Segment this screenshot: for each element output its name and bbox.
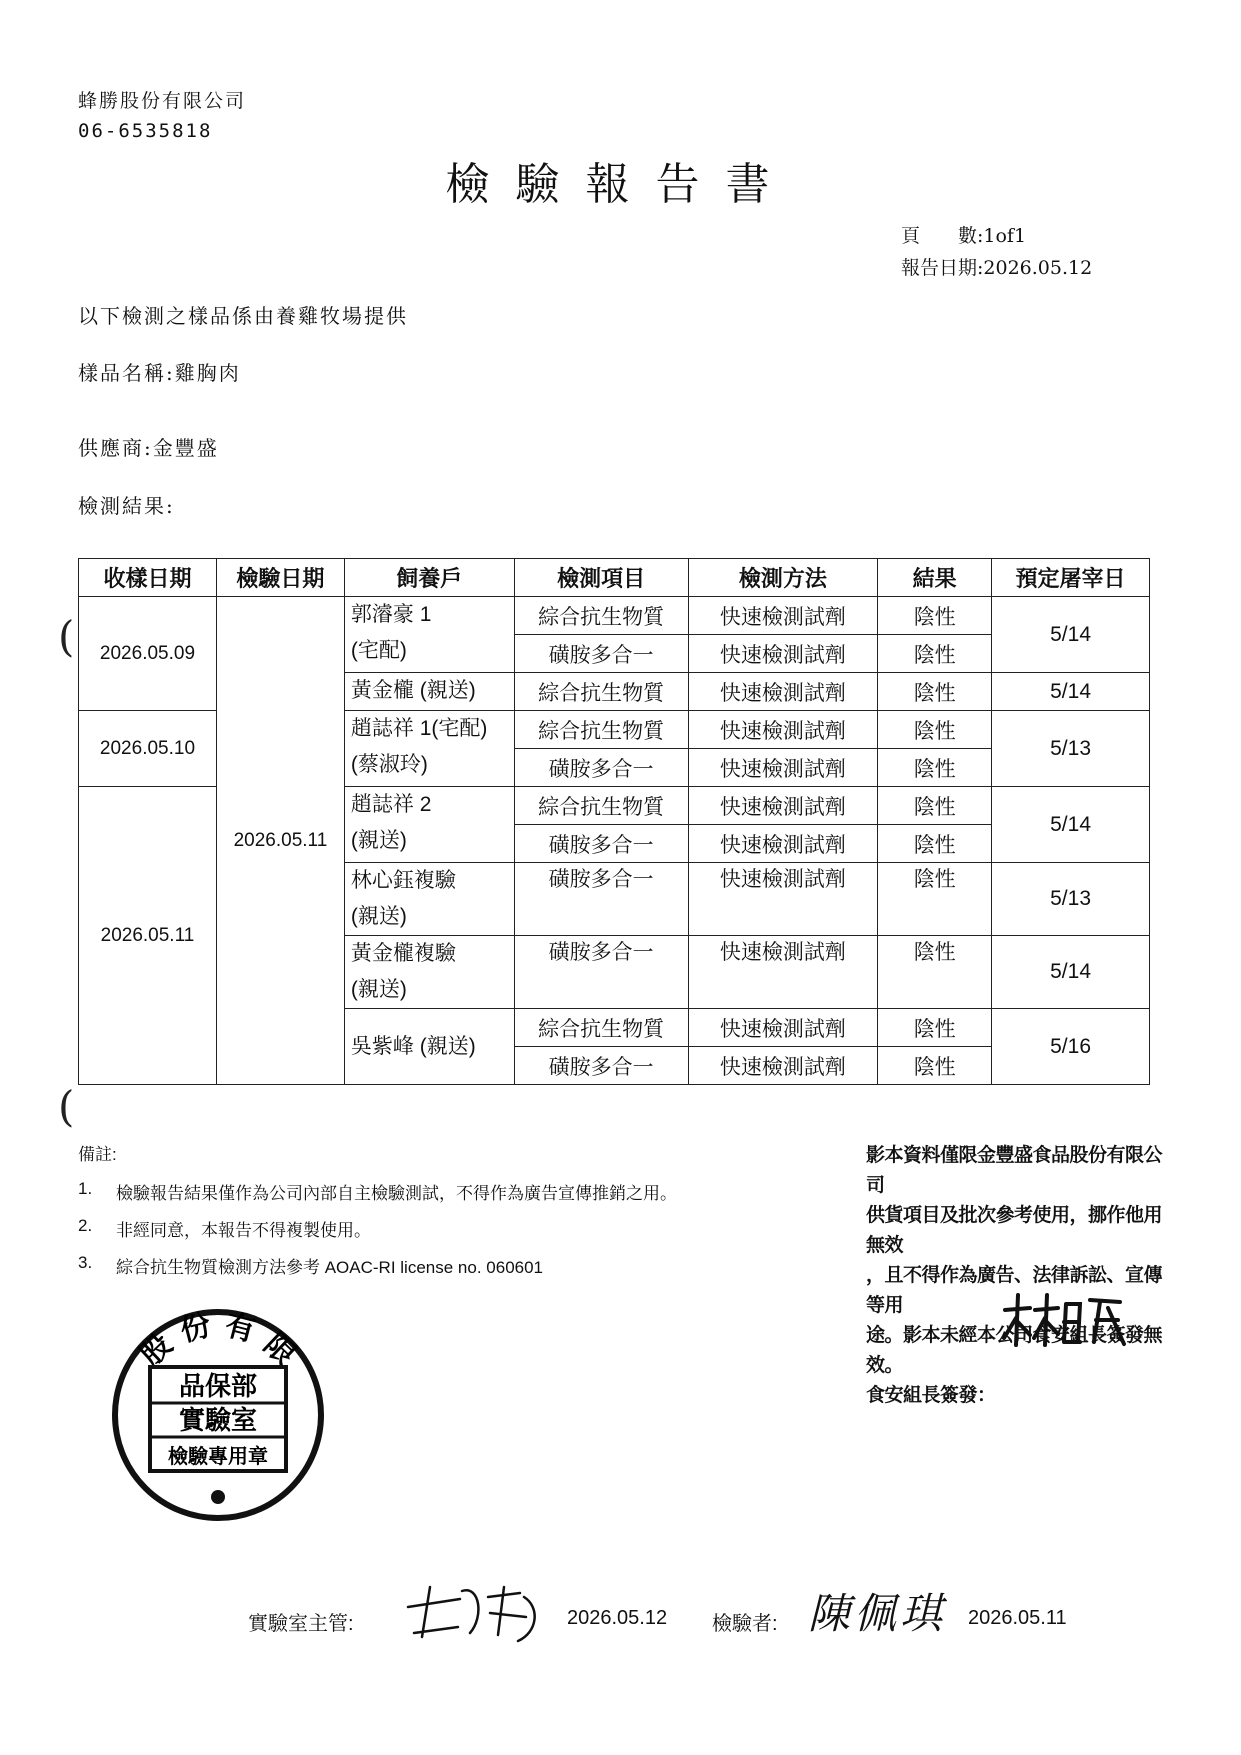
test-method: 快速檢測試劑 [688,673,878,711]
farm-cell [344,597,514,673]
test-item: 磺胺多合一 [514,936,688,1009]
test-method: 快速檢測試劑 [688,936,878,1009]
result-label: 檢測結果: [78,494,175,518]
test-method: 快速檢測試劑 [688,863,878,936]
svg-text:股 份 有 限 [133,1308,302,1373]
header-slaughter: 預定屠宰日 [992,559,1150,597]
farm-cell [344,711,514,787]
test-method: 快速檢測試劑 [688,635,878,673]
farm-name: 林心鈺複驗 [350,869,456,892]
farm-delivery: (蔡淑玲) [350,753,428,776]
test-item: 磺胺多合一 [514,863,688,936]
disclaimer-line: ，且不得作為廣告、法律訴訟、宣傳等用 [866,1264,1163,1316]
test-method: 快速檢測試劑 [688,787,878,825]
inspector-label: 檢驗者: [712,1613,778,1635]
test-result: 陰性 [878,825,992,863]
farm-cell [344,863,514,936]
supervisor-label: 實驗室主管: [248,1613,354,1635]
farm-delivery: (親送) [350,905,407,928]
test-item: 磺胺多合一 [514,635,688,673]
header-result: 結果 [878,559,992,597]
disclaimer-line: 影本資料僅限金豐盛食品股份有限公司 [866,1144,1163,1196]
slaughter-date: 5/14 [992,597,1150,673]
notes-section [78,1140,677,1290]
page-label: 頁 數: [901,225,984,247]
inspected-date: 2026.05.11 [216,597,344,1085]
received-date: 2026.05.09 [79,597,217,711]
notes-title: 備註: [78,1145,117,1164]
test-item: 磺胺多合一 [514,1047,688,1085]
disclaimer-line: 食安組長簽發： [866,1384,996,1406]
farm-name: 趙誌祥 2 [350,793,432,816]
note-item [78,1253,677,1278]
date-label: 報告日期: [901,257,984,279]
supervisor-signature [400,1577,550,1647]
note-item [78,1216,677,1241]
note-item [78,1179,677,1204]
test-result: 陰性 [878,749,992,787]
farm-cell [344,787,514,863]
note-number: 3. [78,1253,93,1272]
report-meta [901,220,1131,284]
test-method: 快速檢測試劑 [688,749,878,787]
seal-dept: 品保部 [178,1372,258,1402]
test-method: 快速檢測試劑 [688,711,878,749]
company-phone: 06-6535818 [78,120,213,142]
farm-name: 黃金櫳 (親送) [344,673,514,711]
test-result: 陰性 [878,936,992,1009]
date-value: 2026.05.12 [983,257,1093,279]
seal-arc-text: 股 份 有 限 [133,1307,303,1374]
disclaimer-line: 途。影本未經本公司食安組長簽發無效。 [866,1324,1163,1376]
farm-delivery: (親送) [350,978,407,1001]
copy-disclaimer-stamp [866,1140,1166,1410]
test-item: 綜合抗生物質 [514,673,688,711]
test-item: 綜合抗生物質 [514,711,688,749]
header-farm: 飼養戶 [344,559,514,597]
farm-name: 吳紫峰 (親送) [344,1009,514,1085]
slaughter-date: 5/16 [992,1009,1150,1085]
test-result: 陰性 [878,1047,992,1085]
sample-name: 樣品名稱:雞胸肉 [78,361,241,385]
received-date: 2026.05.10 [79,711,217,787]
farm-cell [344,936,514,1009]
test-result: 陰性 [878,673,992,711]
seal-usage: 檢驗專用章 [168,1444,268,1468]
test-method: 快速檢測試劑 [688,825,878,863]
note-text: 非經同意，本報告不得複製使用。 [116,1221,371,1240]
test-item: 綜合抗生物質 [514,597,688,635]
test-result: 陰性 [878,711,992,749]
inspector-date: 2026.05.11 [968,1607,1067,1629]
farm-name: 郭濬豪 1 [350,603,432,626]
page-value: 1of1 [983,225,1027,247]
supervisor-date: 2026.05.12 [567,1607,668,1629]
seal-lab: 實驗室 [178,1406,258,1436]
punch-hole-mark: ( [58,1082,75,1131]
header-inspected: 檢驗日期 [216,559,344,597]
header-item: 檢測項目 [514,559,688,597]
punch-hole-mark: ( [58,612,75,661]
disclaimer-line: 供貨項目及批次參考使用，挪作他用無效 [866,1204,1163,1256]
note-number: 1. [78,1179,93,1198]
test-method: 快速檢測試劑 [688,1009,878,1047]
inspector-signature: 陳佩琪 [808,1589,947,1638]
safety-leader-signature [1000,1290,1130,1350]
lab-seal [108,1305,328,1525]
received-date: 2026.05.11 [79,787,217,1085]
test-item: 磺胺多合一 [514,825,688,863]
slaughter-date: 5/14 [992,936,1150,1009]
farm-delivery: (親送) [350,829,407,852]
intro-text: 以下檢測之樣品係由養雞牧場提供 [78,304,408,328]
farm-delivery: (宅配) [350,639,407,662]
test-result: 陰性 [878,597,992,635]
slaughter-date: 5/13 [992,863,1150,936]
test-result: 陰性 [878,635,992,673]
test-method: 快速檢測試劑 [688,597,878,635]
farm-name: 黃金櫳複驗 [350,942,456,965]
slaughter-date: 5/13 [992,711,1150,787]
test-item: 綜合抗生物質 [514,787,688,825]
header-received: 收樣日期 [79,559,217,597]
note-text: 檢驗報告結果僅作為公司內部自主檢驗測試，不得作為廣告宣傳推銷之用。 [116,1184,677,1203]
test-method: 快速檢測試劑 [688,1047,878,1085]
header-method: 檢測方法 [688,559,878,597]
slaughter-date: 5/14 [992,673,1150,711]
slaughter-date: 5/14 [992,787,1150,863]
test-result: 陰性 [878,787,992,825]
test-item: 磺胺多合一 [514,749,688,787]
test-item: 綜合抗生物質 [514,1009,688,1047]
company-header [78,86,246,146]
test-result: 陰性 [878,863,992,936]
company-name: 蜂勝股份有限公司 [78,90,247,112]
page-title: 檢驗報告書 [445,159,796,210]
supplier: 供應商:金豐盛 [78,436,219,460]
table-row [79,597,1150,635]
farm-name: 趙誌祥 1(宅配) [350,717,488,740]
note-text: 綜合抗生物質檢測方法參考 AOAC-RI license no. 060601 [116,1258,544,1277]
note-number: 2. [78,1216,93,1235]
table-header-row [79,559,1150,597]
test-result: 陰性 [878,1009,992,1047]
results-table [78,558,1150,1085]
